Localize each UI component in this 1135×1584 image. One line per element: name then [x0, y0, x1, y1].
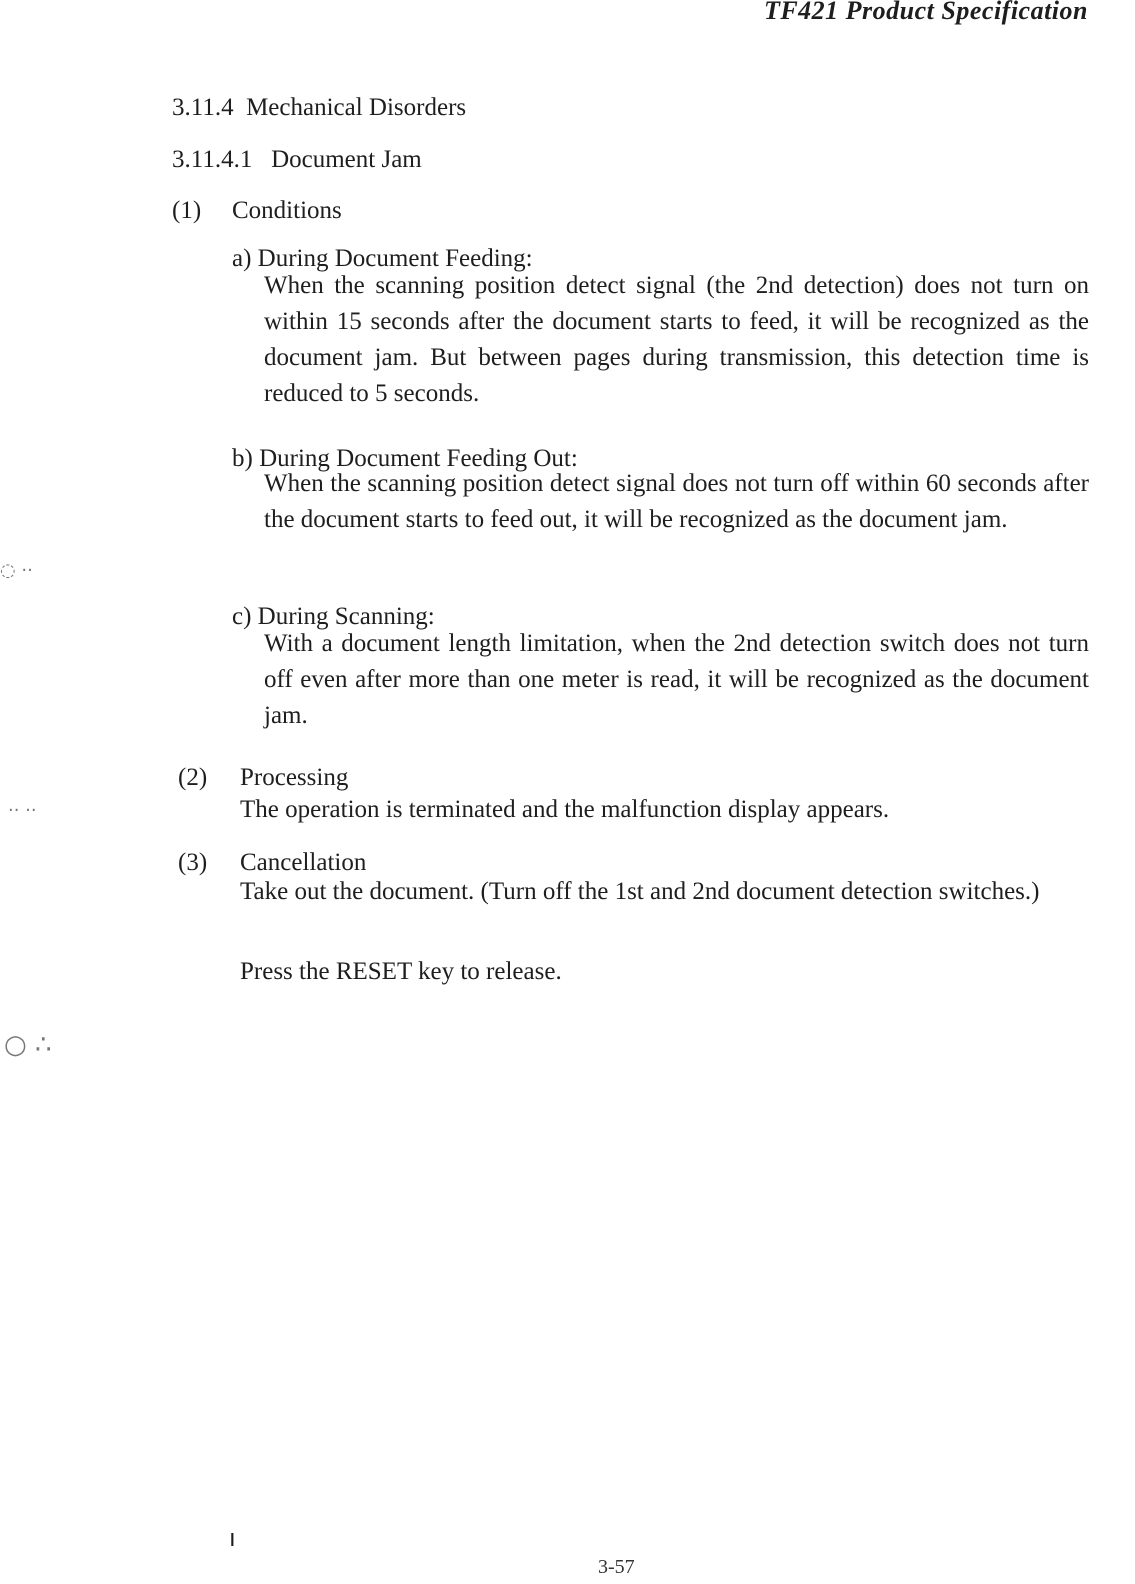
cancellation-text-2: Press the RESET key to release.: [240, 958, 562, 985]
condition-a-text: When the scanning position detect signal (the 2nd detection) does not turn on within 15 seconds after the document starts to feed, it will be recognized as the document jam. But between pages during transmission, this detection time is reduced to 5 seconds.: [264, 272, 1089, 407]
section-heading: [172, 94, 466, 122]
subsection-title: Document Jam: [271, 146, 422, 173]
cancellation-text: Take out the document. (Turn off the 1st and 2nd document detection switches.): [240, 878, 1040, 905]
processing-text: The operation is terminated and the malfunction display appears.: [240, 796, 890, 823]
scan-mark: ○ ∴: [4, 1030, 52, 1060]
subsection-heading: [172, 146, 422, 174]
scan-mark: ◌ ··: [0, 560, 33, 581]
subsection-number: 3.11.4.1: [172, 146, 253, 173]
condition-c-text: With a document length limitation, when the 2nd detection switch does not turn off even after more than one meter is read, it will be recognized as the document jam.: [264, 630, 1089, 729]
page-number: 3-57: [598, 1556, 635, 1578]
conditions-title: Conditions: [232, 197, 342, 224]
condition-b-label: b) During Document Feeding Out:: [232, 445, 578, 472]
condition-c-label: c) During Scanning:: [232, 603, 435, 630]
processing-title: Processing: [240, 764, 349, 791]
processing-number: (2): [178, 764, 208, 791]
section-number: 3.11.4: [172, 94, 234, 121]
cancellation-number: (3): [178, 849, 208, 876]
section-title: Mechanical Disorders: [246, 94, 467, 121]
cancellation-title: Cancellation: [240, 849, 367, 876]
page-header-title: TF421 Product Specification: [763, 0, 1088, 25]
condition-a-label: a) During Document Feeding:: [232, 245, 533, 272]
margin-tick-mark: ı: [229, 1524, 236, 1552]
scan-mark: ·· ··: [8, 800, 37, 821]
condition-b-text: When the scanning position detect signal does not turn off within 60 seconds after the document starts to feed out, it will be recognized as the document jam.: [264, 470, 1089, 533]
conditions-number: (1): [172, 197, 202, 224]
